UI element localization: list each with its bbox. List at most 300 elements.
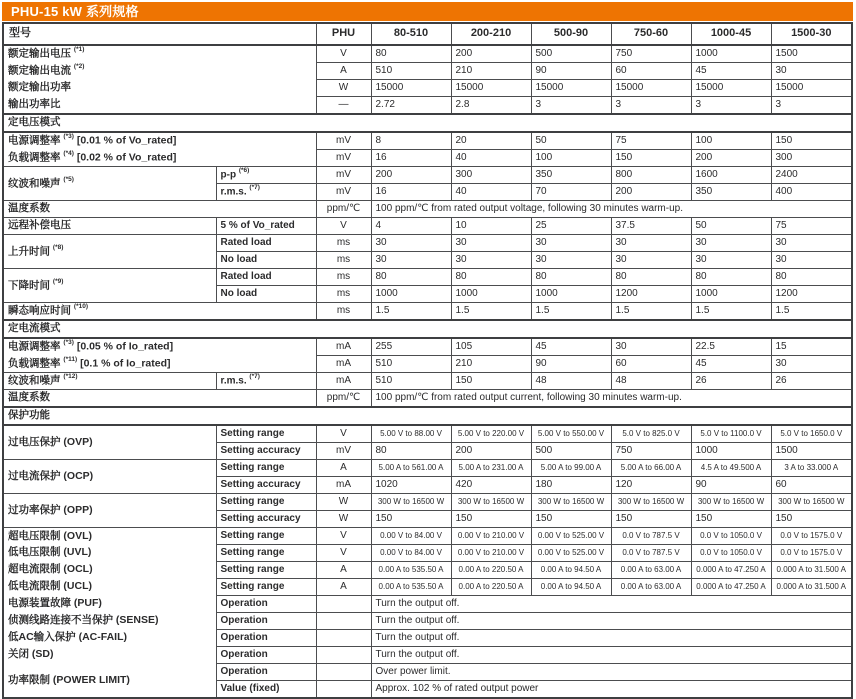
value-cell: 30 bbox=[611, 235, 691, 252]
value-cell: 150 bbox=[371, 511, 451, 528]
value-cell: 300 bbox=[771, 150, 852, 167]
spec-sublabel: Rated load bbox=[216, 269, 316, 286]
value-cell: 1.5 bbox=[691, 303, 771, 321]
value-cell: 5.00 A to 66.00 A bbox=[611, 460, 691, 477]
value-cell: 0.00 A to 535.50 A bbox=[371, 562, 451, 579]
value-cell: 3 bbox=[611, 97, 691, 115]
value-cell: 1000 bbox=[531, 286, 611, 303]
value-cell: 200 bbox=[371, 167, 451, 184]
spec-label: 超电流限制 (OCL) bbox=[8, 563, 93, 576]
value-cell: 2.8 bbox=[451, 97, 531, 115]
value-cell: 150 bbox=[531, 511, 611, 528]
unit-cell: V bbox=[316, 425, 371, 443]
spec-label: 下降时间 $^{(*9)}$ bbox=[3, 269, 216, 303]
value-cell: 150 bbox=[451, 373, 531, 390]
spec-label: 纹波和噪声 $^{(*5)}$ bbox=[3, 167, 216, 201]
spec-label: 电源调整率 $^{(*3)}$ [0.01 % of Vo_rated] bbox=[3, 132, 316, 150]
spec-label: 低AC输入保护 (AC-FAIL) bbox=[8, 631, 127, 644]
spec-row bbox=[3, 494, 852, 511]
value-cell: 15000 bbox=[611, 80, 691, 97]
spec-label: 低电流限制 (UCL) bbox=[8, 580, 92, 593]
value-cell: 0.0 V to 787.5 V bbox=[611, 545, 691, 562]
value-cell: 120 bbox=[611, 477, 691, 494]
value-cell: 5.0 V to 1100.0 V bbox=[691, 425, 771, 443]
value-cell: 210 bbox=[451, 356, 531, 373]
value-merged: Over power limit. bbox=[371, 664, 852, 681]
value-cell: 1000 bbox=[691, 286, 771, 303]
value-cell: 0.000 A to 31.500 A bbox=[771, 579, 852, 596]
value-merged: 100 ppm/℃ from rated output current, following 30 minutes warm-up. bbox=[371, 390, 852, 408]
value-cell: 100 bbox=[531, 150, 611, 167]
value-cell: 4.5 A to 49.500 A bbox=[691, 460, 771, 477]
unit-cell bbox=[316, 681, 371, 699]
model-column-header: 1500-30 bbox=[771, 23, 852, 45]
spec-sublabel: Operation bbox=[216, 664, 316, 681]
spec-row bbox=[3, 201, 852, 218]
spec-sublabel: Setting range bbox=[216, 494, 316, 511]
value-cell: 750 bbox=[611, 443, 691, 460]
spec-sublabel: r.m.s. $^{(*7)}$ bbox=[216, 373, 316, 390]
spec-row bbox=[3, 269, 852, 286]
value-cell: 15000 bbox=[371, 80, 451, 97]
spec-label: 温度系数 bbox=[3, 201, 316, 218]
value-cell: 350 bbox=[531, 167, 611, 184]
spec-sublabel: Operation bbox=[216, 630, 316, 647]
value-cell: 25 bbox=[531, 218, 611, 235]
spec-row bbox=[3, 132, 852, 150]
value-cell: 1500 bbox=[771, 443, 852, 460]
unit-cell: ms bbox=[316, 303, 371, 321]
title-bar bbox=[2, 2, 853, 21]
spec-label: 过功率保护 (OPP) bbox=[3, 494, 216, 528]
spec-row bbox=[3, 63, 852, 80]
value-cell: 16 bbox=[371, 150, 451, 167]
value-cell: 3 bbox=[691, 97, 771, 115]
spec-sublabel: 5 % of Vo_rated bbox=[216, 218, 316, 235]
value-cell: 800 bbox=[611, 167, 691, 184]
spec-sublabel: r.m.s. $^{(*7)}$ bbox=[216, 184, 316, 201]
value-cell: 30 bbox=[531, 235, 611, 252]
spec-label: 过电流保护 (OCP) bbox=[3, 460, 216, 494]
value-cell: 48 bbox=[531, 373, 611, 390]
value-cell: 22.5 bbox=[691, 338, 771, 356]
model-header: 型号 bbox=[3, 23, 316, 45]
value-cell: 1000 bbox=[371, 286, 451, 303]
unit-cell: W bbox=[316, 494, 371, 511]
value-cell: 3 A to 33.000 A bbox=[771, 460, 852, 477]
value-cell: 0.000 A to 47.250 A bbox=[691, 579, 771, 596]
value-cell: 30 bbox=[691, 252, 771, 269]
spec-sublabel: Setting range bbox=[216, 460, 316, 477]
value-cell: 300 bbox=[451, 167, 531, 184]
unit-cell: ms bbox=[316, 252, 371, 269]
value-cell: 1000 bbox=[691, 45, 771, 63]
value-cell: 1020 bbox=[371, 477, 451, 494]
spec-row bbox=[3, 150, 852, 167]
value-merged: Turn the output off. bbox=[371, 647, 852, 664]
value-cell: 510 bbox=[371, 373, 451, 390]
value-cell: 60 bbox=[771, 477, 852, 494]
value-cell: 80 bbox=[611, 269, 691, 286]
spec-row bbox=[3, 647, 852, 664]
value-cell: 0.00 V to 525.00 V bbox=[531, 528, 611, 545]
value-cell: 20 bbox=[451, 132, 531, 150]
spec-row bbox=[3, 235, 852, 252]
unit-cell: A bbox=[316, 63, 371, 80]
value-cell: 90 bbox=[531, 356, 611, 373]
value-cell: 0.00 A to 63.00 A bbox=[611, 562, 691, 579]
value-cell: 0.0 V to 1050.0 V bbox=[691, 528, 771, 545]
value-cell: 45 bbox=[691, 63, 771, 80]
value-cell: 15000 bbox=[531, 80, 611, 97]
value-cell: 0.00 A to 535.50 A bbox=[371, 579, 451, 596]
value-merged: Turn the output off. bbox=[371, 630, 852, 647]
spec-sublabel: Setting accuracy bbox=[216, 511, 316, 528]
value-cell: 15000 bbox=[451, 80, 531, 97]
value-cell: 30 bbox=[611, 252, 691, 269]
value-cell: 300 W to 16500 W bbox=[771, 494, 852, 511]
value-cell: 350 bbox=[691, 184, 771, 201]
spec-sublabel: Operation bbox=[216, 647, 316, 664]
spec-label: 额定输出电流 $^{(*2)}$ bbox=[8, 63, 85, 77]
spec-label: 额定输出电压 $^{(*1)}$ bbox=[3, 45, 316, 63]
value-cell: 50 bbox=[691, 218, 771, 235]
spec-row bbox=[3, 562, 852, 579]
value-cell: 30 bbox=[451, 235, 531, 252]
section-label: 定电压模式 bbox=[3, 114, 852, 132]
value-cell: 200 bbox=[451, 45, 531, 63]
page-title: PHU-15 kW 系列规格 bbox=[11, 4, 139, 19]
spec-sublabel: p-p $^{(*6)}$ bbox=[216, 167, 316, 184]
value-cell: 5.00 V to 88.00 V bbox=[371, 425, 451, 443]
spec-sublabel: Setting range bbox=[216, 545, 316, 562]
value-cell: 1500 bbox=[771, 45, 852, 63]
value-cell: 0.00 A to 220.50 A bbox=[451, 562, 531, 579]
model-column-header: 1000-45 bbox=[691, 23, 771, 45]
value-cell: 1.5 bbox=[371, 303, 451, 321]
value-cell: 1.5 bbox=[771, 303, 852, 321]
spec-row bbox=[3, 460, 852, 477]
value-cell: 15000 bbox=[771, 80, 852, 97]
spec-row bbox=[3, 528, 852, 545]
spec-label: 负载调整率 $^{(*11)}$ [0.1 % of Io_rated] bbox=[8, 355, 171, 370]
spec-label: 输出功率比 bbox=[8, 98, 61, 111]
spec-row bbox=[3, 613, 852, 630]
value-cell: 15 bbox=[771, 338, 852, 356]
value-cell: 80 bbox=[691, 269, 771, 286]
value-cell: 150 bbox=[451, 511, 531, 528]
value-cell: 300 W to 16500 W bbox=[451, 494, 531, 511]
spec-label: 关闭 (SD) bbox=[8, 648, 54, 661]
value-cell: 5.00 A to 561.00 A bbox=[371, 460, 451, 477]
value-cell: 0.00 V to 525.00 V bbox=[531, 545, 611, 562]
spec-sheet bbox=[2, 2, 853, 699]
header-row bbox=[3, 23, 852, 45]
unit-cell: W bbox=[316, 511, 371, 528]
value-cell: 500 bbox=[531, 443, 611, 460]
value-cell: 200 bbox=[691, 150, 771, 167]
spec-row bbox=[3, 97, 852, 115]
value-cell: 100 bbox=[691, 132, 771, 150]
value-cell: 80 bbox=[371, 269, 451, 286]
spec-row bbox=[3, 390, 852, 408]
spec-label: 侦测线路连接不当保护 (SENSE) bbox=[8, 614, 159, 627]
spec-row bbox=[3, 80, 852, 97]
value-cell: 400 bbox=[771, 184, 852, 201]
spec-label: 负载调整率 $^{(*4)}$ [0.02 % of Vo_rated] bbox=[8, 149, 177, 164]
value-cell: 150 bbox=[611, 511, 691, 528]
value-cell: 2400 bbox=[771, 167, 852, 184]
value-cell: 45 bbox=[531, 338, 611, 356]
value-cell: 40 bbox=[451, 184, 531, 201]
value-cell: 60 bbox=[611, 356, 691, 373]
value-cell: 3 bbox=[531, 97, 611, 115]
unit-cell bbox=[316, 647, 371, 664]
value-cell: 80 bbox=[371, 443, 451, 460]
value-cell: 5.0 V to 825.0 V bbox=[611, 425, 691, 443]
value-cell: 0.00 A to 94.50 A bbox=[531, 562, 611, 579]
value-cell: 300 W to 16500 W bbox=[531, 494, 611, 511]
value-cell: 1000 bbox=[691, 443, 771, 460]
value-cell: 48 bbox=[611, 373, 691, 390]
value-cell: 200 bbox=[611, 184, 691, 201]
spec-label: 纹波和噪声 $^{(*12)}$ bbox=[3, 373, 216, 390]
spec-sublabel: Setting range bbox=[216, 562, 316, 579]
value-cell: 45 bbox=[691, 356, 771, 373]
spec-row bbox=[3, 664, 852, 681]
section-row bbox=[3, 320, 852, 338]
unit-cell: A bbox=[316, 562, 371, 579]
unit-cell: mV bbox=[316, 150, 371, 167]
spec-label: 瞬态响应时间 $^{(*10)}$ bbox=[3, 303, 316, 321]
value-cell: 30 bbox=[531, 252, 611, 269]
value-cell: 50 bbox=[531, 132, 611, 150]
value-cell: 60 bbox=[611, 63, 691, 80]
value-cell: 0.0 V to 1575.0 V bbox=[771, 545, 852, 562]
value-cell: 10 bbox=[451, 218, 531, 235]
value-cell: 30 bbox=[771, 235, 852, 252]
value-cell: 16 bbox=[371, 184, 451, 201]
value-cell: 0.00 V to 210.00 V bbox=[451, 528, 531, 545]
spec-sublabel: Setting range bbox=[216, 579, 316, 596]
unit-cell: A bbox=[316, 579, 371, 596]
value-cell: 180 bbox=[531, 477, 611, 494]
spec-sublabel: Setting accuracy bbox=[216, 443, 316, 460]
value-cell: 80 bbox=[531, 269, 611, 286]
value-cell: 420 bbox=[451, 477, 531, 494]
value-cell: 300 W to 16500 W bbox=[691, 494, 771, 511]
value-cell: 30 bbox=[771, 252, 852, 269]
value-cell: 1600 bbox=[691, 167, 771, 184]
value-cell: 510 bbox=[371, 63, 451, 80]
value-cell: 0.00 A to 94.50 A bbox=[531, 579, 611, 596]
value-cell: 300 W to 16500 W bbox=[371, 494, 451, 511]
value-cell: 0.000 A to 47.250 A bbox=[691, 562, 771, 579]
spec-row bbox=[3, 338, 852, 356]
unit-cell: ppm/℃ bbox=[316, 390, 371, 408]
value-merged: Turn the output off. bbox=[371, 596, 852, 613]
value-cell: 1200 bbox=[771, 286, 852, 303]
value-cell: 750 bbox=[611, 45, 691, 63]
value-cell: 30 bbox=[451, 252, 531, 269]
value-cell: 150 bbox=[771, 511, 852, 528]
spec-row bbox=[3, 630, 852, 647]
unit-cell bbox=[316, 630, 371, 647]
value-cell: 30 bbox=[771, 356, 852, 373]
spec-sublabel: Setting range bbox=[216, 528, 316, 545]
value-cell: 500 bbox=[531, 45, 611, 63]
value-cell: 75 bbox=[611, 132, 691, 150]
value-cell: 4 bbox=[371, 218, 451, 235]
spec-label: 电源调整率 $^{(*3)}$ [0.05 % of Io_rated] bbox=[3, 338, 316, 356]
spec-row bbox=[3, 425, 852, 443]
value-cell: 0.0 V to 787.5 V bbox=[611, 528, 691, 545]
unit-cell: ms bbox=[316, 235, 371, 252]
spec-row bbox=[3, 303, 852, 321]
value-cell: 5.00 V to 550.00 V bbox=[531, 425, 611, 443]
value-cell: 30 bbox=[691, 235, 771, 252]
value-cell: 5.00 V to 220.00 V bbox=[451, 425, 531, 443]
unit-cell: ms bbox=[316, 286, 371, 303]
unit-cell: mV bbox=[316, 132, 371, 150]
value-cell: 8 bbox=[371, 132, 451, 150]
value-cell: 300 W to 16500 W bbox=[611, 494, 691, 511]
model-column-header: 200-210 bbox=[451, 23, 531, 45]
value-cell: 1000 bbox=[451, 286, 531, 303]
spec-label: 功率限制 (POWER LIMIT) bbox=[8, 673, 130, 686]
spec-sublabel: Rated load bbox=[216, 235, 316, 252]
unit-cell: mV bbox=[316, 443, 371, 460]
spec-row bbox=[3, 45, 852, 63]
value-cell: 150 bbox=[691, 511, 771, 528]
value-cell: 0.00 A to 63.00 A bbox=[611, 579, 691, 596]
value-cell: 15000 bbox=[691, 80, 771, 97]
value-cell: 80 bbox=[771, 269, 852, 286]
value-cell: 26 bbox=[691, 373, 771, 390]
spec-sublabel: Operation bbox=[216, 596, 316, 613]
unit-cell bbox=[316, 613, 371, 630]
section-label: 保护功能 bbox=[3, 407, 852, 425]
value-cell: 70 bbox=[531, 184, 611, 201]
spec-label: 过电压保护 (OVP) bbox=[3, 425, 216, 460]
value-cell: 30 bbox=[611, 338, 691, 356]
value-cell: 1.5 bbox=[531, 303, 611, 321]
spec-table-body bbox=[3, 45, 852, 698]
value-cell: 1.5 bbox=[611, 303, 691, 321]
spec-sublabel: Operation bbox=[216, 613, 316, 630]
spec-label: 上升时间 $^{(*8)}$ bbox=[3, 235, 216, 269]
value-cell: 150 bbox=[771, 132, 852, 150]
unit-cell: W bbox=[316, 80, 371, 97]
section-label: 定电流模式 bbox=[3, 320, 852, 338]
value-cell: 30 bbox=[371, 235, 451, 252]
section-row bbox=[3, 114, 852, 132]
spec-label: 额定输出功率 bbox=[8, 81, 71, 94]
unit-cell bbox=[316, 596, 371, 613]
value-cell: 0.00 V to 210.00 V bbox=[451, 545, 531, 562]
unit-cell: ppm/℃ bbox=[316, 201, 371, 218]
value-merged: Approx. 102 % of rated output power bbox=[371, 681, 852, 699]
spec-row bbox=[3, 356, 852, 373]
value-cell: 30 bbox=[371, 252, 451, 269]
value-cell: 210 bbox=[451, 63, 531, 80]
spec-sublabel: Setting range bbox=[216, 425, 316, 443]
unit-cell: V bbox=[316, 545, 371, 562]
spec-row bbox=[3, 167, 852, 184]
unit-cell: V bbox=[316, 45, 371, 63]
value-cell: 30 bbox=[771, 63, 852, 80]
value-cell: 1.5 bbox=[451, 303, 531, 321]
spec-row bbox=[3, 373, 852, 390]
spec-label: 温度系数 bbox=[3, 390, 316, 408]
spec-label: 远程补偿电压 bbox=[3, 218, 216, 235]
unit-cell: ms bbox=[316, 269, 371, 286]
value-cell: 0.00 V to 84.00 V bbox=[371, 545, 451, 562]
value-cell: 0.0 V to 1050.0 V bbox=[691, 545, 771, 562]
value-cell: 2.72 bbox=[371, 97, 451, 115]
value-cell: 80 bbox=[371, 45, 451, 63]
value-cell: 90 bbox=[691, 477, 771, 494]
section-row bbox=[3, 407, 852, 425]
value-cell: 150 bbox=[611, 150, 691, 167]
unit-cell: mV bbox=[316, 184, 371, 201]
spec-label: 电源装置故障 (PUF) bbox=[8, 597, 102, 610]
spec-sublabel: Setting accuracy bbox=[216, 477, 316, 494]
value-cell: 0.0 V to 1575.0 V bbox=[771, 528, 852, 545]
spec-table bbox=[2, 22, 853, 699]
value-cell: 0.00 A to 220.50 A bbox=[451, 579, 531, 596]
unit-cell: V bbox=[316, 218, 371, 235]
value-cell: 0.00 V to 84.00 V bbox=[371, 528, 451, 545]
value-cell: 5.0 V to 1650.0 V bbox=[771, 425, 852, 443]
value-merged: 100 ppm/℃ from rated output voltage, following 30 minutes warm-up. bbox=[371, 201, 852, 218]
spec-row bbox=[3, 579, 852, 596]
value-cell: 510 bbox=[371, 356, 451, 373]
spec-label: 超电压限制 (OVL) bbox=[3, 528, 216, 545]
unit-cell: mV bbox=[316, 167, 371, 184]
value-cell: 3 bbox=[771, 97, 852, 115]
spec-sublabel: Value (fixed) bbox=[216, 681, 316, 699]
unit-cell: A bbox=[316, 460, 371, 477]
spec-row bbox=[3, 545, 852, 562]
spec-label: 低电压限制 (UVL) bbox=[8, 546, 92, 559]
value-cell: 40 bbox=[451, 150, 531, 167]
model-column-header: 80-510 bbox=[371, 23, 451, 45]
spec-sublabel: No load bbox=[216, 252, 316, 269]
unit-cell: mA bbox=[316, 373, 371, 390]
value-merged: Turn the output off. bbox=[371, 613, 852, 630]
spec-row bbox=[3, 218, 852, 235]
value-cell: 105 bbox=[451, 338, 531, 356]
model-column-header: 500-90 bbox=[531, 23, 611, 45]
unit-cell: mA bbox=[316, 477, 371, 494]
value-cell: 5.00 A to 99.00 A bbox=[531, 460, 611, 477]
value-cell: 80 bbox=[451, 269, 531, 286]
unit-cell: V bbox=[316, 528, 371, 545]
value-cell: 75 bbox=[771, 218, 852, 235]
value-cell: 200 bbox=[451, 443, 531, 460]
value-cell: 26 bbox=[771, 373, 852, 390]
value-cell: 90 bbox=[531, 63, 611, 80]
value-cell: 1200 bbox=[611, 286, 691, 303]
unit-cell: mA bbox=[316, 356, 371, 373]
value-cell: 37.5 bbox=[611, 218, 691, 235]
spec-sublabel: No load bbox=[216, 286, 316, 303]
unit-cell: — bbox=[316, 97, 371, 115]
value-cell: 0.000 A to 31.500 A bbox=[771, 562, 852, 579]
value-cell: 255 bbox=[371, 338, 451, 356]
value-cell: 5.00 A to 231.00 A bbox=[451, 460, 531, 477]
